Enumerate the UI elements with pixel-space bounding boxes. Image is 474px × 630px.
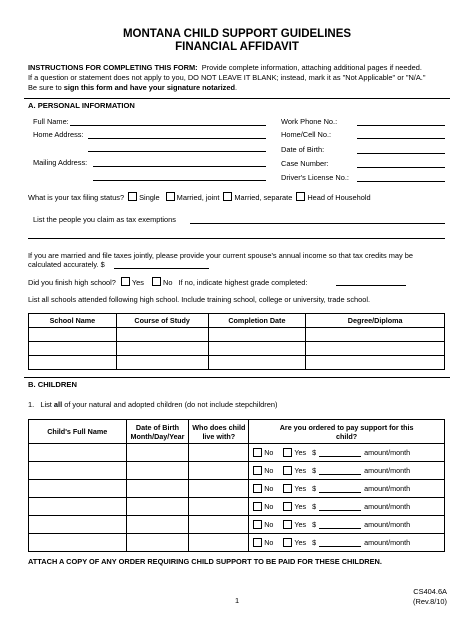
exemptions-field[interactable] <box>190 223 445 224</box>
support-amount-field[interactable] <box>319 538 361 547</box>
checkbox-icon[interactable] <box>283 520 292 529</box>
support-yes-label: Yes <box>294 466 307 475</box>
checkbox-icon[interactable] <box>253 520 262 529</box>
instructions-line3-pre: Be sure to <box>28 83 62 92</box>
support-amount-field[interactable] <box>319 520 361 529</box>
support-ordered-header-2: child? <box>336 431 358 441</box>
dob-field[interactable] <box>357 153 445 154</box>
amount-month-label: amount/month <box>364 466 411 475</box>
high-school-yes-label: Yes <box>131 278 144 287</box>
question-text-post: of your natural and adopted children (do not include stepchildren) <box>64 400 278 409</box>
spouse-income-field[interactable] <box>114 268 209 269</box>
tax-option-single[interactable] <box>128 192 160 202</box>
drivers-license-field[interactable] <box>357 181 445 182</box>
work-phone-label: Work Phone No.: <box>281 117 338 126</box>
full-name-field[interactable] <box>70 125 266 126</box>
tax-option-label: Head of Household <box>307 193 371 202</box>
support-cell <box>249 516 445 534</box>
dollar-sign: $ <box>312 448 317 457</box>
support-yes-label: Yes <box>294 538 307 547</box>
course-of-study-header: Course of Study <box>116 314 208 328</box>
completion-date-header: Completion Date <box>208 314 306 328</box>
home-cell-field[interactable] <box>357 138 445 139</box>
mailing-address-label: Mailing Address: <box>33 158 88 167</box>
table-row[interactable] <box>29 328 445 342</box>
child-dob-cell[interactable] <box>126 534 189 552</box>
table-row[interactable] <box>29 480 445 498</box>
child-lives-with-cell[interactable] <box>189 462 249 480</box>
dollar-sign: $ <box>312 538 317 547</box>
instructions-heading: INSTRUCTIONS FOR COMPLETING THIS FORM: <box>28 63 198 72</box>
children-table <box>28 419 445 552</box>
school-name-header: School Name <box>29 314 117 328</box>
support-amount-field[interactable] <box>319 502 361 511</box>
checkbox-icon[interactable] <box>283 448 292 457</box>
support-no-label: No <box>264 448 274 457</box>
dollar-sign: $ <box>312 502 317 511</box>
checkbox-icon[interactable] <box>283 538 292 547</box>
table-row[interactable] <box>29 342 445 356</box>
child-dob-cell[interactable] <box>126 444 189 462</box>
support-ordered-header <box>249 420 445 444</box>
degree-diploma-header: Degree/Diploma <box>306 314 445 328</box>
table-row[interactable] <box>29 462 445 480</box>
schools-question: List all schools attended following high school. Include training school, college or university, trade school. <box>28 295 371 304</box>
table-cell[interactable] <box>116 356 208 370</box>
form-code: CS404.6A <box>413 587 447 596</box>
child-name-cell[interactable] <box>29 444 127 462</box>
dollar-sign: $ <box>312 520 317 529</box>
instructions-text: Provide complete information, attaching additional pages if needed. <box>201 63 422 72</box>
home-address-label: Home Address: <box>33 130 84 139</box>
tax-option-married-joint[interactable] <box>166 192 220 202</box>
instructions-line3-post: . <box>235 83 238 92</box>
table-cell[interactable] <box>29 328 117 342</box>
checkbox-icon[interactable] <box>152 277 161 286</box>
table-cell[interactable] <box>306 356 445 370</box>
instructions-line3-bold: sign this form and have your signature notarized <box>63 83 235 92</box>
child-name-cell[interactable] <box>29 534 127 552</box>
support-amount-field[interactable] <box>319 448 361 457</box>
high-school-yes[interactable] <box>121 277 144 287</box>
support-no-label: No <box>264 484 274 493</box>
child-lives-with-header-1: Who does child <box>192 422 246 432</box>
table-row[interactable] <box>29 516 445 534</box>
checkbox-icon[interactable] <box>253 502 262 511</box>
mailing-address-field-2[interactable] <box>93 180 266 181</box>
child-dob-header-1: Date of Birth <box>135 422 180 432</box>
checkbox-icon[interactable] <box>253 484 262 493</box>
table-cell[interactable] <box>116 342 208 356</box>
checkbox-icon[interactable] <box>223 192 232 201</box>
drivers-license-label: Driver's License No.: <box>281 173 349 182</box>
instructions-line2: If a question or statement does not apply to you, DO NOT LEAVE IT BLANK; instead, mark it as "Not Applicable" or "N/A." <box>28 73 426 82</box>
spouse-income-text-2: calculated accurately. $ <box>28 260 105 269</box>
table-row[interactable] <box>29 534 445 552</box>
tax-option-head-of-household[interactable] <box>296 192 370 202</box>
support-no-label: No <box>264 502 274 511</box>
checkbox-icon[interactable] <box>283 502 292 511</box>
amount-month-label: amount/month <box>364 520 411 529</box>
instructions-line1 <box>28 63 448 73</box>
table-cell[interactable] <box>29 356 117 370</box>
amount-month-label: amount/month <box>364 538 411 547</box>
high-school-no[interactable] <box>152 277 172 287</box>
child-name-header: Child's Full Name <box>29 420 127 444</box>
child-lives-with-header <box>189 420 249 444</box>
support-cell <box>249 498 445 516</box>
table-row[interactable] <box>29 356 445 370</box>
child-dob-header-2: Month/Day/Year <box>130 431 185 441</box>
checkbox-icon[interactable] <box>253 538 262 547</box>
support-cell <box>249 534 445 552</box>
mailing-address-field[interactable] <box>93 166 266 167</box>
table-cell[interactable] <box>306 328 445 342</box>
support-yes-label: Yes <box>294 448 307 457</box>
full-name-label: Full Name: <box>33 117 69 126</box>
table-cell[interactable] <box>29 342 117 356</box>
table-cell[interactable] <box>116 328 208 342</box>
question-number: 1. <box>28 400 35 409</box>
table-cell[interactable] <box>208 342 306 356</box>
exemptions-field-2[interactable] <box>28 238 445 239</box>
amount-month-label: amount/month <box>364 484 411 493</box>
checkbox-icon[interactable] <box>166 192 175 201</box>
support-cell <box>249 444 445 462</box>
schools-table-header <box>29 314 445 328</box>
checkbox-icon[interactable] <box>283 484 292 493</box>
child-name-cell[interactable] <box>29 462 127 480</box>
home-address-field[interactable] <box>88 138 266 139</box>
tax-option-married-separate[interactable] <box>223 192 292 202</box>
support-no-label: No <box>264 520 274 529</box>
section-a-title: A. PERSONAL INFORMATION <box>28 101 135 110</box>
child-lives-with-cell[interactable] <box>189 516 249 534</box>
child-dob-cell[interactable] <box>126 498 189 516</box>
table-cell[interactable] <box>208 328 306 342</box>
checkbox-icon[interactable] <box>121 277 130 286</box>
home-address-field-2[interactable] <box>88 151 266 152</box>
tax-status-row <box>28 192 371 202</box>
tax-option-label: Single <box>139 193 160 202</box>
schools-table <box>28 313 445 370</box>
children-question <box>28 400 277 409</box>
amount-month-label: amount/month <box>364 502 411 511</box>
instructions-line3 <box>28 83 448 93</box>
dollar-sign: $ <box>312 484 317 493</box>
support-amount-field[interactable] <box>319 484 361 493</box>
checkbox-icon[interactable] <box>296 192 305 201</box>
table-row[interactable] <box>29 444 445 462</box>
work-phone-field[interactable] <box>357 125 445 126</box>
high-school-row <box>28 277 307 287</box>
child-lives-with-cell[interactable] <box>189 498 249 516</box>
high-school-question: Did you finish high school? <box>28 277 116 287</box>
child-lives-with-header-2: live with? <box>202 431 236 441</box>
support-no-label: No <box>264 466 274 475</box>
checkbox-icon[interactable] <box>128 192 137 201</box>
child-dob-cell[interactable] <box>126 462 189 480</box>
child-name-cell[interactable] <box>29 480 127 498</box>
checkbox-icon[interactable] <box>283 466 292 475</box>
highest-grade-field[interactable] <box>336 285 406 286</box>
question-text-pre: List <box>40 400 52 409</box>
form-revision: (Rev.8/10) <box>413 597 447 606</box>
home-cell-label: Home/Cell No.: <box>281 130 332 139</box>
child-dob-cell[interactable] <box>126 516 189 534</box>
question-text-bold: all <box>53 400 63 409</box>
checkbox-icon[interactable] <box>253 448 262 457</box>
support-no-label: No <box>264 538 274 547</box>
form-subtitle: FINANCIAL AFFIDAVIT <box>175 41 299 53</box>
form-title: MONTANA CHILD SUPPORT GUIDELINES <box>122 28 352 40</box>
section-a-divider <box>24 98 450 99</box>
support-yes-label: Yes <box>294 484 307 493</box>
table-cell[interactable] <box>208 356 306 370</box>
table-cell[interactable] <box>306 342 445 356</box>
support-yes-label: Yes <box>294 502 307 511</box>
tax-status-question: What is your tax filing status? <box>28 192 125 202</box>
support-cell <box>249 480 445 498</box>
page-number: 1 <box>235 596 240 605</box>
support-yes-label: Yes <box>294 520 307 529</box>
tax-option-label: Married, separate <box>234 193 293 202</box>
child-dob-header <box>126 420 189 444</box>
dollar-sign: $ <box>312 466 317 475</box>
child-name-cell[interactable] <box>29 516 127 534</box>
child-lives-with-cell[interactable] <box>189 444 249 462</box>
dob-label: Date of Birth: <box>281 145 325 154</box>
support-amount-field[interactable] <box>319 466 361 475</box>
case-number-label: Case Number: <box>281 159 329 168</box>
attach-order-note: ATTACH A COPY OF ANY ORDER REQUIRING CHILD SUPPORT TO BE PAID FOR THESE CHILDREN. <box>28 557 382 566</box>
section-b-title: B. CHILDREN <box>28 380 77 389</box>
support-cell <box>249 462 445 480</box>
children-table-header <box>29 420 445 444</box>
section-b-divider <box>24 377 450 378</box>
support-ordered-header-1: Are you ordered to pay support for this <box>279 422 414 432</box>
table-row[interactable] <box>29 498 445 516</box>
high-grade-label: If no, indicate highest grade completed: <box>178 277 308 287</box>
spouse-income-text: If you are married and file taxes jointly, please provide your current spouse's annual income so that tax credits may be <box>28 251 413 260</box>
child-lives-with-cell[interactable] <box>189 480 249 498</box>
child-dob-cell[interactable] <box>126 480 189 498</box>
exemptions-label: List the people you claim as tax exemptions <box>33 215 176 224</box>
amount-month-label: amount/month <box>364 448 411 457</box>
child-name-cell[interactable] <box>29 498 127 516</box>
high-school-no-label: No <box>162 278 173 287</box>
case-number-field[interactable] <box>357 167 445 168</box>
tax-option-label: Married, joint <box>176 193 220 202</box>
child-lives-with-cell[interactable] <box>189 534 249 552</box>
checkbox-icon[interactable] <box>253 466 262 475</box>
